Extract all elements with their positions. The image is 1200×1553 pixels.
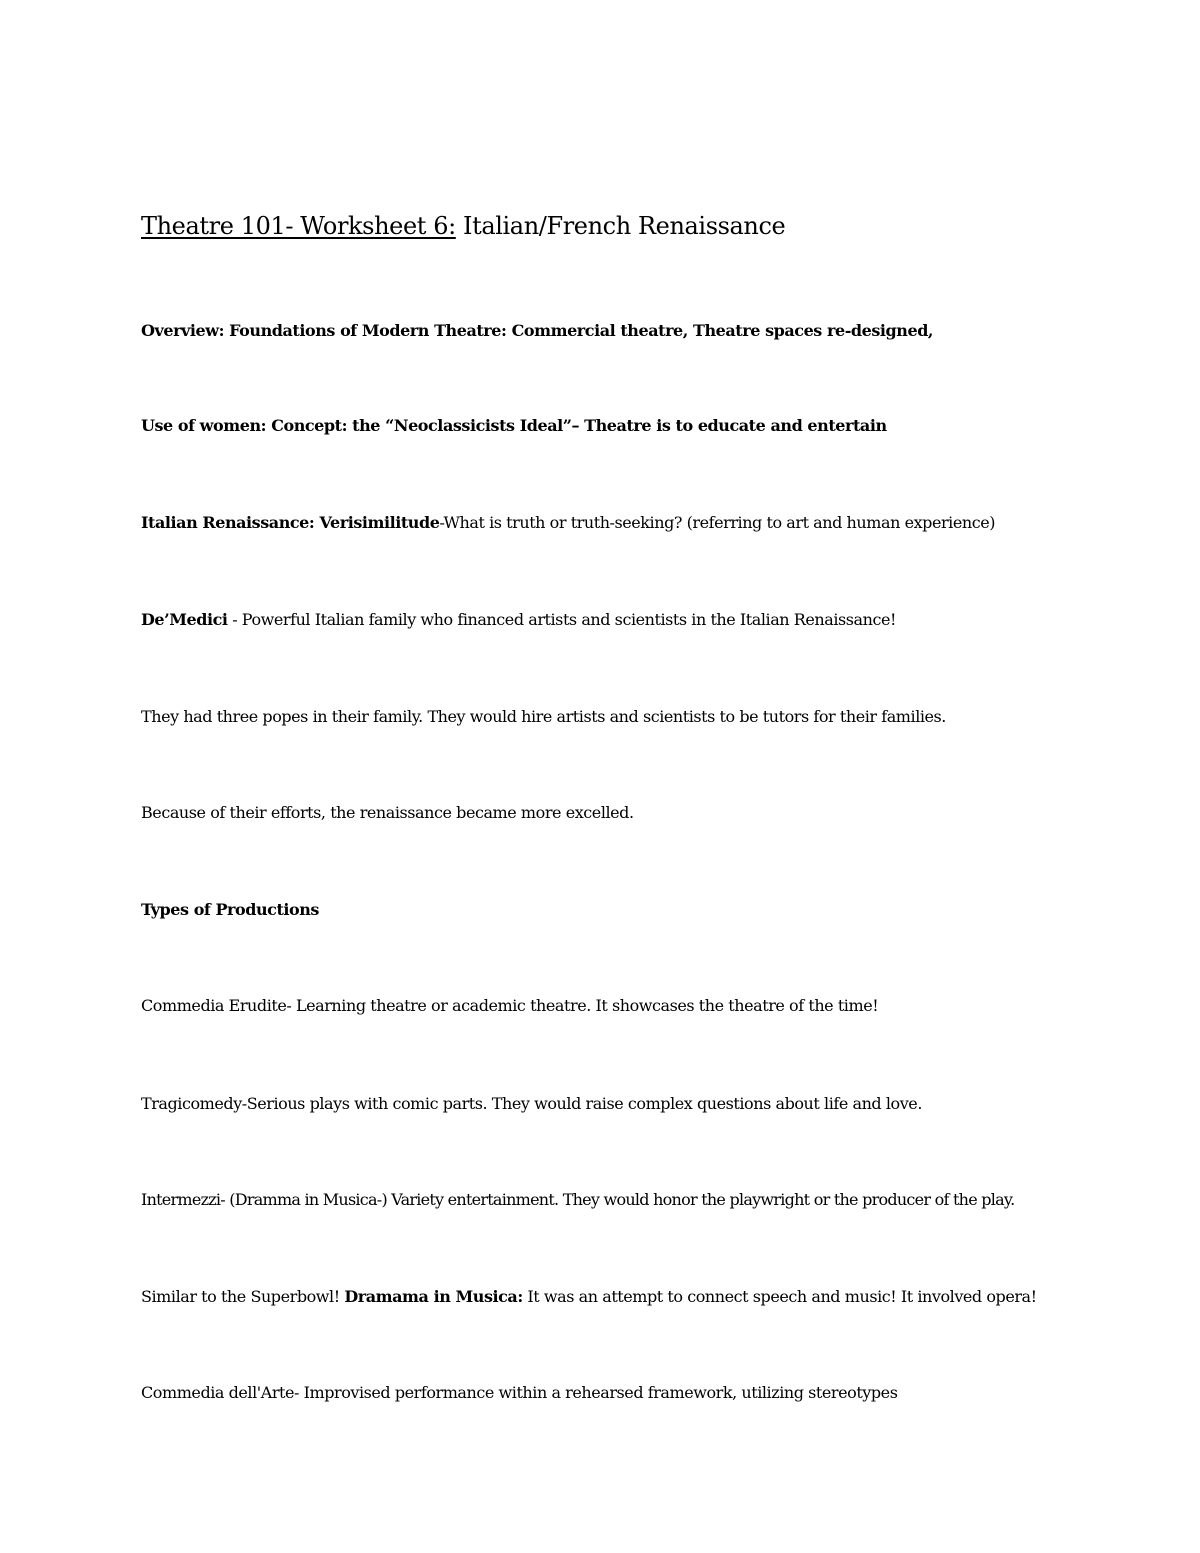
dramma-in-musica-term: Dramama in Musica: [344,1287,523,1306]
popes-line: They had three popes in their family. They would hire artists and scientists to be tutors for their families. [141,707,946,726]
italian-renaissance-term: Italian Renaissance: Verisimilitude [141,513,440,532]
overview-line: Overview: Foundations of Modern Theatre: Commercial theatre, Theatre spaces re-designed, [141,321,934,340]
medici-term: De’Medici [141,610,228,629]
types-of-productions-heading: Types of Productions [141,900,319,919]
tragicomedy-line: Tragicomedy-Serious plays with comic parts. They would raise complex questions about life and love. [141,1094,922,1113]
commedia-dellarte-line: Commedia dell'Arte- Improvised performance within a rehearsed framework, utilizing stereotypes [141,1383,898,1402]
use-of-women-line: Use of women: Concept: the “Neoclassicists Ideal”– Theatre is to educate and entertain [141,416,887,435]
dramma-in-musica-definition: It was an attempt to connect speech and music! It involved opera! [522,1287,1037,1306]
worksheet-title [141,212,785,240]
medici-definition: - Powerful Italian family who financed artists and scientists in the Italian Renaissance! [227,610,896,629]
worksheet-title-rest: Italian/French Renaissance [455,212,786,240]
worksheet-title-underlined: Theatre 101- Worksheet 6: [141,212,456,240]
italian-renaissance-definition: -What is truth or truth-seeking? (referring to art and human experience) [439,513,996,532]
commedia-erudite-line: Commedia Erudite- Learning theatre or academic theatre. It showcases the theatre of the time! [141,996,879,1015]
superbowl-lead: Similar to the Superbowl! [141,1287,345,1306]
italian-renaissance-line [141,513,995,532]
medici-line [141,610,896,629]
intermezzi-line: Intermezzi- (Dramma in Musica-) Variety entertainment. They would honor the playwright or the producer of the play. [141,1190,1015,1209]
efforts-line: Because of their efforts, the renaissance became more excelled. [141,803,634,822]
superbowl-line [141,1287,1037,1306]
